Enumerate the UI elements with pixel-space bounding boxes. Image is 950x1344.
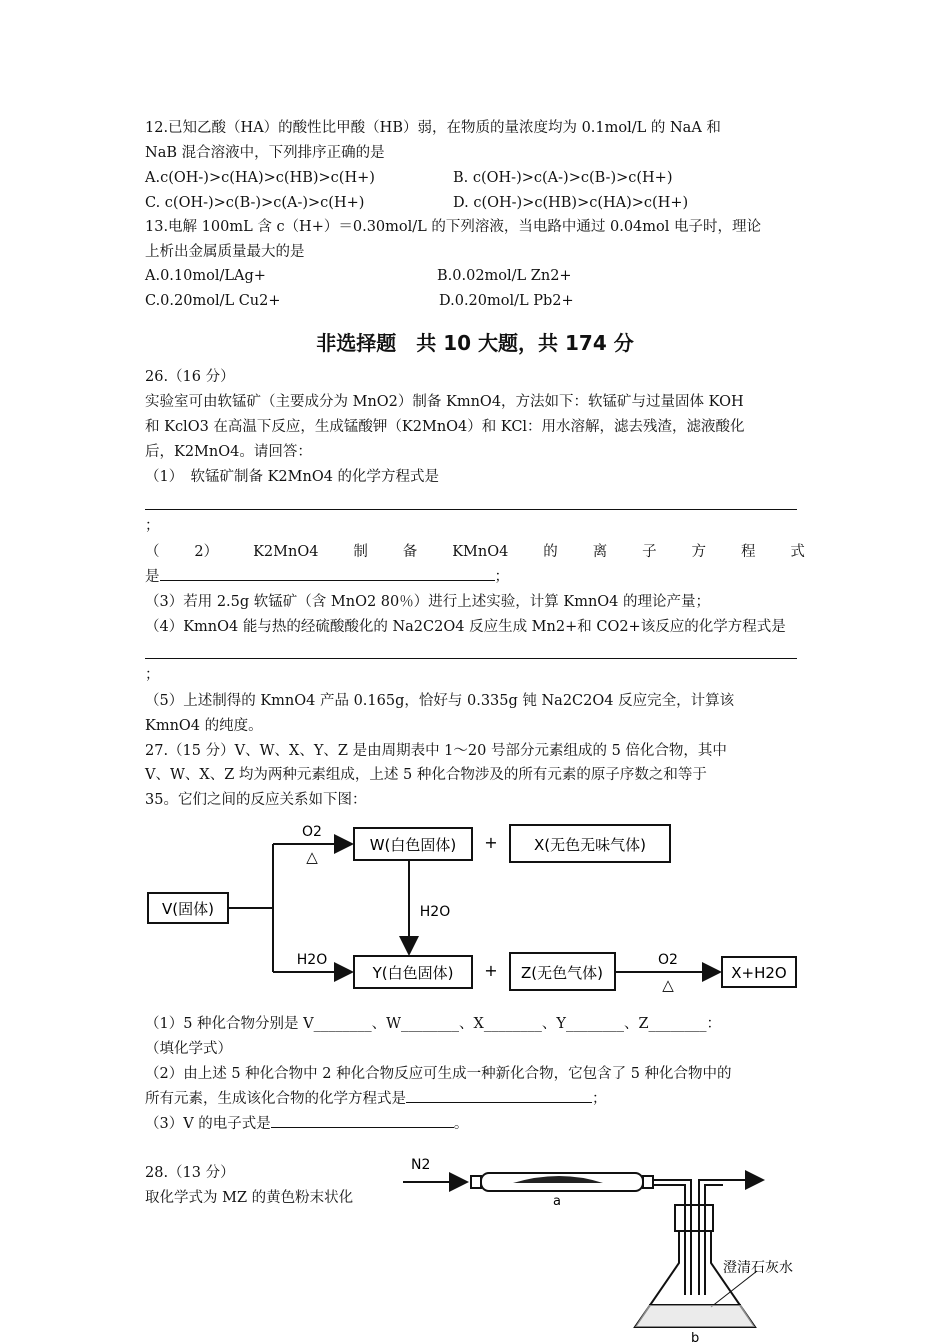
- q27-part3-answer-blank: [271, 1113, 454, 1128]
- flask-label-b: b: [691, 1331, 700, 1344]
- heat-label-right: △: [662, 976, 674, 994]
- q12-option-a: A.c(OH-)>c(HA)>c(HB)>c(H+): [145, 170, 375, 186]
- tube-label-a: a: [553, 1194, 561, 1209]
- q26-part2-answer-blank: [160, 566, 495, 581]
- q26-part1-end: ；: [145, 518, 160, 534]
- q26-part2-prefix: 是: [145, 569, 160, 585]
- apparatus-diagram: [395, 1145, 835, 1344]
- q26-part5-line2: KmnO4 的纯度。: [145, 718, 263, 734]
- q13-option-d: D.0.20mol/L Pb2+: [439, 293, 574, 309]
- q12-stem-line2: NaB 混合溶液中，下列排序正确的是: [145, 145, 385, 161]
- q26-part3: （3）若用 2.5g 软锰矿（含 MnO2 80％）进行上述实验，计算 KmnO4 的理论产量；: [145, 594, 711, 610]
- limewater-pointer: [711, 1271, 757, 1307]
- o2-label-right: O2: [658, 952, 678, 968]
- q13-option-c: C.0.20mol/L Cu2+: [145, 293, 281, 309]
- xh2o-label: X+H2O: [731, 964, 787, 982]
- q27-heading-line3: 35。它们之间的反应关系如下图：: [145, 792, 367, 808]
- q26-intro-line1: 实验室可由软锰矿（主要成分为 MnO2）制备 KmnO4，方法如下：软锰矿与过量固体 KOH: [145, 394, 744, 410]
- n2-label: N2: [411, 1157, 431, 1173]
- q12-option-b: B. c(OH-)>c(A-)>c(B-)>c(H+): [453, 170, 673, 186]
- y-label: Y(白色固体): [372, 964, 454, 982]
- w-label: W(白色固体): [369, 836, 457, 854]
- q27-heading-line1: 27.（15 分）V、W、X、Y、Z 是由周期表中 1～20 号部分元素组成的 5 倍化合物，其中: [145, 743, 727, 759]
- q26-part2-line1: （ 2） K2MnO4 制 备 KMnO4 的 离 子 方 程 式: [145, 544, 805, 560]
- q13-stem-line2: 上析出金属质量最大的是: [145, 244, 305, 260]
- q27-part2-prefix: 所有元素，生成该化合物的化学方程式是: [145, 1091, 406, 1107]
- limewater-label: 澄清石灰水: [723, 1260, 793, 1276]
- q27-part1: （1）5 种化合物分别是 V________、W________、X________、Y________、Z________：: [145, 1016, 722, 1032]
- q26-part5-line1: （5）上述制得的 KmnO4 产品 0.165g，恰好与 0.335g 钝 Na2C2O4 反应完全，计算该: [145, 693, 735, 709]
- sample-powder-a: [513, 1176, 603, 1183]
- q28-line1: 取化学式为 MZ 的黄色粉末状化: [145, 1190, 354, 1206]
- heat-label-top: △: [306, 848, 318, 866]
- q13-stem-line1: 13.电解 100mL 含 c（H+）＝0.30mol/L 的下列溶液，当电路中通过 0.04mol 电子时，理论: [145, 219, 761, 235]
- q27-part2-answer-blank: [406, 1088, 592, 1103]
- q27-part2-end: ；: [592, 1091, 607, 1107]
- delivery-tube-out-inner: [705, 1185, 723, 1295]
- x-label: X(无色无味气体): [534, 836, 646, 854]
- q13-option-b: B.0.02mol/L Zn2+: [437, 268, 572, 284]
- q26-part4: （4）KmnO4 能与热的经硫酸酸化的 Na2C2O4 反应生成 Mn2+和 CO2+该反应的化学方程式是: [145, 619, 786, 635]
- q28-heading: 28.（13 分）: [145, 1165, 235, 1181]
- q26-part4-answer-line: [145, 658, 797, 659]
- q26-intro-line2: 和 KclO3 在高温下反应，生成锰酸钾（K2MnO4）和 KCl：用水溶解，滤去残渣，滤液酸化: [145, 419, 745, 435]
- q26-part1-answer-line: [145, 509, 797, 510]
- left-stopper: [471, 1176, 481, 1188]
- flask-stopper: [675, 1205, 713, 1231]
- limewater-fill: [635, 1305, 755, 1327]
- q12-stem-line1: 12.已知乙酸（HA）的酸性比甲酸（HB）弱，在物质的量浓度均为 0.1mol/L 的 NaA 和: [145, 120, 721, 136]
- q13-option-a: A.0.10mol/LAg+: [145, 268, 266, 284]
- h2o-label-middle: H2O: [419, 904, 451, 920]
- q26-part4-end: ；: [145, 667, 160, 683]
- z-label: Z(无色气体): [521, 964, 603, 982]
- q26-part2-line2: [145, 566, 509, 588]
- q26-heading: 26.（16 分）: [145, 369, 235, 385]
- h2o-label-left: H2O: [296, 952, 328, 968]
- right-stopper: [643, 1176, 653, 1188]
- q12-option-d: D. c(OH-)>c(HB)>c(HA)>c(H+): [453, 195, 689, 211]
- q27-heading-line2: V、W、X、Z 均为两种元素组成，上述 5 种化合物涉及的所有元素的原子序数之和等于: [145, 767, 707, 783]
- plus-top: +: [484, 833, 498, 852]
- q12-option-c: C. c(OH-)>c(B-)>c(A-)>c(H+): [145, 195, 365, 211]
- section-title: 非选择题 共 10 大题，共 174 分: [316, 331, 634, 355]
- reaction-diagram: [140, 812, 820, 1002]
- plus-bottom: +: [484, 961, 498, 980]
- q26-intro-line3: 后，K2MnO4。请回答：: [145, 444, 312, 460]
- q27-part1-note: （填化学式）: [145, 1041, 232, 1057]
- q27-part3: （3）V 的电子式是 。: [145, 1113, 468, 1135]
- q26-part1: （1） 软锰矿制备 K2MnO4 的化学方程式是: [145, 469, 440, 485]
- o2-label-top: O2: [302, 824, 322, 840]
- v-label: V(固体): [162, 900, 214, 918]
- q27-part2-line1: （2）由上述 5 种化合物中 2 种化合物反应可生成一种新化合物，它包含了 5 种化合物中的: [145, 1066, 732, 1082]
- q26-part2-end: ；: [494, 569, 509, 585]
- q27-part3-prefix: （3）V 的电子式是: [145, 1116, 271, 1132]
- q27-part2-line2: [145, 1088, 607, 1110]
